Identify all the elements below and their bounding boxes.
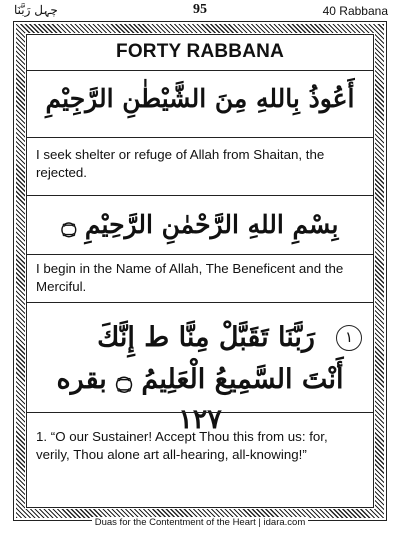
page-title: FORTY RABBANA [116,41,284,62]
divider [26,302,374,303]
divider [26,137,374,138]
divider [26,254,374,255]
footer [0,512,400,530]
dua-number-badge: ١ [336,325,362,351]
english-header-title: 40 Rabbana [322,4,388,18]
divider [26,70,374,71]
dua-arabic-block [26,306,374,435]
footer-text: Duas for the Contentment of the Heart | idara.com [92,517,309,529]
dua-translation: 1. “O our Sustainer! Accept Thou this from us: for, verily, Thou alone art all-hearing, all-knowing!” [36,429,328,462]
basmala-translation: I begin in the Name of Allah, The Beneficent and the Merciful. [36,261,344,294]
dua-arabic-line-1: رَبَّنَا تَقَبَّلْ مِنَّا ط إِنَّكَ [97,322,315,353]
divider [26,412,374,413]
basmala-arabic: بِسْمِ اللهِ الرَّحْمٰنِ الرَّحِيْمِ ۝ [61,210,339,239]
page-number: 95 [193,2,207,17]
urdu-header-title: چہل رَبَّنَا [14,3,58,17]
dua-arabic-line-2: أَنْتَ السَّمِيعُ الْعَلِيمُ ۝ بقره ١٢٧ [56,364,344,435]
taawwudh-translation: I seek shelter or refuge of Allah from Shaitan, the rejected. [36,147,325,180]
divider [26,195,374,196]
taawwudh-arabic: أَعُوذُ بِاللهِ مِنَ الشَّيْطٰنِ الرَّجِيْمِ [45,84,355,113]
